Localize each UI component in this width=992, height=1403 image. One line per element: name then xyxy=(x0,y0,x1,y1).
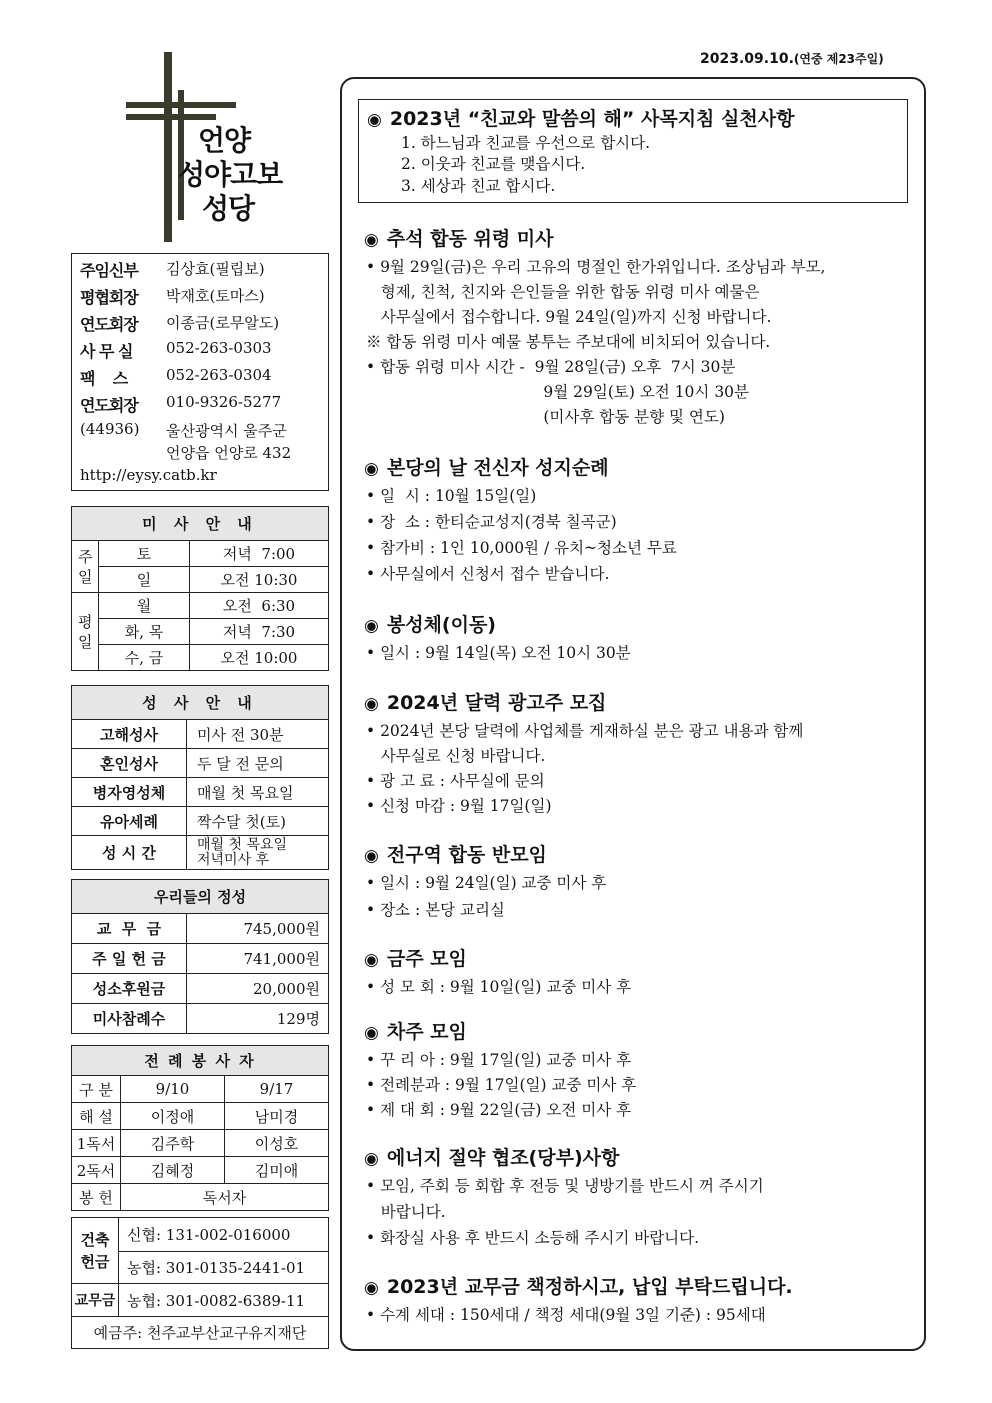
offering-key: 미사참례수 xyxy=(72,1004,187,1034)
section-line: • 신청 마감 : 9월 17일(일) xyxy=(366,797,552,815)
guideline-item: 2. 이웃과 친교를 맺읍시다. xyxy=(401,155,586,173)
section-line: • 제 대 회 : 9월 22일(금) 오전 미사 후 xyxy=(366,1101,632,1119)
sacrament-key: 병자영성체 xyxy=(72,778,187,807)
section-title-text: 2023년 교무금 책정하시고, 납입 부탁드립니다. xyxy=(386,1276,793,1298)
mass-time: 저녁 7:00 xyxy=(190,541,329,567)
section-line: (미사후 합동 분향 및 연도) xyxy=(366,408,725,426)
section-title-text: 금주 모임 xyxy=(386,948,467,970)
section-line: • 9월 29일(금)은 우리 고유의 명절인 한가위입니다. 조상님과 부모, xyxy=(366,258,826,276)
parish-logo-text xyxy=(178,124,282,226)
servers-name: 이성호 xyxy=(225,1130,329,1157)
servers-head: 구 분 xyxy=(72,1076,121,1103)
holy-hour-line-1: 매월 첫 목요일 xyxy=(197,836,288,853)
offering-value: 741,000원 xyxy=(187,944,329,974)
offering-value: 129명 xyxy=(187,1004,329,1034)
section-title xyxy=(364,840,547,867)
info-value: 052-263-0304 xyxy=(166,366,272,384)
address-line-1: 울산광역시 울주군 xyxy=(166,422,287,440)
bullet-icon: ◉ xyxy=(364,950,379,970)
info-row xyxy=(80,393,281,416)
info-value: 박재호(토마스) xyxy=(166,287,265,305)
sacrament-table xyxy=(71,685,329,870)
bullet-icon: ◉ xyxy=(367,110,382,130)
servers-name: 김혜정 xyxy=(121,1157,225,1184)
section-title-text: 2024년 달력 광고주 모집 xyxy=(386,692,607,714)
mass-day: 월 xyxy=(99,593,190,619)
bank-account: 신협: 131-002-016000 xyxy=(119,1218,329,1252)
section-line: • 장소 : 본당 교리실 xyxy=(366,901,505,919)
section-line: • 성 모 회 : 9월 10일(일) 교중 미사 후 xyxy=(366,978,632,996)
bullet-icon: ◉ xyxy=(364,1278,379,1298)
section-title-text: 추석 합동 위령 미사 xyxy=(386,228,554,250)
section-title xyxy=(364,1143,619,1170)
section-title-text: 에너지 절약 협조(당부)사항 xyxy=(386,1147,620,1169)
section-title xyxy=(364,224,554,251)
info-value: 010-9326-5277 xyxy=(166,393,282,411)
section-line: • 광 고 료 : 사무실에 문의 xyxy=(366,772,545,790)
mass-day: 토 xyxy=(99,541,190,567)
section-line: 사무실로 신청 바랍니다. xyxy=(366,747,546,765)
section-line: • 일시 : 9월 24일(일) 교중 미사 후 xyxy=(366,874,607,892)
section-line: • 모임, 주회 등 회합 후 전등 및 냉방기를 반드시 꺼 주시기 xyxy=(366,1177,764,1195)
section-title xyxy=(364,1017,467,1044)
info-value: 김상효(필립보) xyxy=(166,260,265,278)
section-title xyxy=(364,1272,793,1299)
mass-day: 일 xyxy=(99,567,190,593)
bulletin-date xyxy=(700,50,920,67)
offering-value: 20,000원 xyxy=(187,974,329,1004)
sacrament-value: 매월 첫 목요일 xyxy=(187,778,329,807)
bank-account: 농협: 301-0082-6389-11 xyxy=(119,1284,329,1317)
info-key: 주임신부 xyxy=(80,261,138,280)
date-main: 2023.09.10. xyxy=(700,51,794,67)
section-line: ※ 합동 위령 미사 예물 봉투는 주보대에 비치되어 있습니다. xyxy=(366,333,771,351)
section-line: 9월 29일(토) 오전 10시 30분 xyxy=(366,383,750,401)
servers-head: 9/17 xyxy=(225,1076,329,1103)
info-key: 연도회장 xyxy=(80,315,138,334)
holy-hour-line-2: 저녁미사 후 xyxy=(197,851,270,868)
servers-name: 남미경 xyxy=(225,1103,329,1130)
guideline-title xyxy=(367,104,794,131)
mass-day: 수, 금 xyxy=(99,645,190,671)
info-row xyxy=(80,285,265,308)
servers-role: 봉 헌 xyxy=(72,1184,121,1211)
info-key: 평협회장 xyxy=(80,288,138,307)
mass-schedule-table xyxy=(71,506,329,671)
sacrament-value: 미사 전 30분 xyxy=(187,720,329,749)
bank-account: 농협: 301-0135-2441-01 xyxy=(119,1252,329,1284)
section-line: • 참가비 : 1인 10,000원 / 유치~청소년 무료 xyxy=(366,539,677,557)
guideline-item: 3. 세상과 친교 합시다. xyxy=(401,177,556,195)
sacrament-key: 성 시 간 xyxy=(72,836,187,870)
section-title-text: 전구역 합동 반모임 xyxy=(386,844,547,866)
servers-role: 2독서 xyxy=(72,1157,121,1184)
mass-time: 오전 10:00 xyxy=(190,645,329,671)
offering-key: 주 일 헌 금 xyxy=(72,944,187,974)
sacrament-key: 혼인성사 xyxy=(72,749,187,778)
duty-label: 교무금 xyxy=(72,1284,119,1317)
bullet-icon: ◉ xyxy=(364,694,379,714)
section-line: • 장 소 : 한티순교성지(경북 칠곡군) xyxy=(366,513,617,531)
guideline-title-text: 2023년 “친교와 말씀의 해” 사목지침 실천사항 xyxy=(389,108,795,130)
section-line: • 일시 : 9월 14일(목) 오전 10시 30분 xyxy=(366,644,631,662)
section-line: • 전례분과 : 9월 17일(일) 교중 미사 후 xyxy=(366,1076,637,1094)
guideline-item: 1. 하느님과 친교를 우선으로 합시다. xyxy=(401,134,651,152)
homepage-link[interactable]: http://eysy.catb.kr xyxy=(80,466,217,484)
sacrament-value: 두 달 전 문의 xyxy=(187,749,329,778)
bullet-icon: ◉ xyxy=(364,846,379,866)
parish-info-box xyxy=(71,253,329,491)
info-key: 연도회장 xyxy=(80,396,138,415)
logo-line-3: 성당 xyxy=(202,192,255,225)
section-line: • 일 시 : 10월 15일(일) xyxy=(366,487,537,505)
mass-time: 오전 6:30 xyxy=(190,593,329,619)
section-line: • 2024년 본당 달력에 사업체를 게재하실 분은 광고 내용과 함께 xyxy=(366,722,804,740)
liturgy-servers-table xyxy=(71,1045,329,1211)
section-title-text: 본당의 날 전신자 성지순례 xyxy=(386,457,609,479)
section-title xyxy=(364,453,609,480)
offering-key: 교 무 금 xyxy=(72,914,187,944)
info-key: 팩 스 xyxy=(80,369,128,388)
servers-title: 전 례 봉 사 자 xyxy=(72,1046,329,1076)
info-key: 사 무 실 xyxy=(80,342,133,361)
servers-role: 1독서 xyxy=(72,1130,121,1157)
sacrament-title: 성 사 안 내 xyxy=(72,686,329,720)
offering-key: 성소후원금 xyxy=(72,974,187,1004)
info-value: 이종금(로무알도) xyxy=(166,314,280,332)
section-title xyxy=(364,688,606,715)
info-row xyxy=(80,366,272,389)
account-holder: 예금주: 천주교부산교구유지재단 xyxy=(72,1317,329,1349)
sunday-label xyxy=(72,541,99,593)
section-title xyxy=(364,610,496,637)
bank-account-table xyxy=(71,1217,329,1349)
building-fund-text: 건축헌금 xyxy=(80,1230,110,1271)
sacrament-value: 짝수달 첫(토) xyxy=(187,807,329,836)
servers-head: 9/10 xyxy=(121,1076,225,1103)
mass-time: 저녁 7:30 xyxy=(190,619,329,645)
sacrament-key: 고해성사 xyxy=(72,720,187,749)
logo-line-2: 성야고보 xyxy=(178,158,283,191)
zip-code: (44936) xyxy=(80,420,140,438)
sunday-text: 주일 xyxy=(78,547,93,586)
servers-role: 해 설 xyxy=(72,1103,121,1130)
offering-table xyxy=(71,879,329,1034)
info-row xyxy=(80,339,272,362)
bullet-icon: ◉ xyxy=(364,616,379,636)
section-title-text: 봉성체(이동) xyxy=(386,614,496,636)
bullet-icon: ◉ xyxy=(364,1023,379,1043)
offering-title: 우리들의 정성 xyxy=(72,880,329,914)
section-line: 형제, 친척, 친지와 은인들을 위한 합동 위령 미사 예물은 xyxy=(366,283,760,301)
mass-time: 오전 10:30 xyxy=(190,567,329,593)
section-line: • 꾸 리 아 : 9월 17일(일) 교중 미사 후 xyxy=(366,1051,632,1069)
sacrament-key: 유아세례 xyxy=(72,807,187,836)
servers-name: 독서자 xyxy=(121,1184,329,1211)
bullet-icon: ◉ xyxy=(364,459,379,479)
section-line: 사무실에서 접수합니다. 9월 24일(일)까지 신청 바랍니다. xyxy=(366,308,772,326)
servers-name: 김미애 xyxy=(225,1157,329,1184)
bullet-icon: ◉ xyxy=(364,1149,379,1169)
pastoral-guideline-box xyxy=(358,99,908,203)
mass-title: 미 사 안 내 xyxy=(72,507,329,541)
bullet-icon: ◉ xyxy=(364,230,379,250)
address xyxy=(80,420,287,441)
info-value: 052-263-0303 xyxy=(166,339,272,357)
section-title-text: 차주 모임 xyxy=(386,1021,467,1043)
building-fund-label xyxy=(72,1218,119,1284)
info-row xyxy=(80,258,265,281)
date-sub: (연중 제23주일) xyxy=(793,52,884,66)
info-row xyxy=(80,312,279,335)
section-line: 바랍니다. xyxy=(366,1203,446,1221)
servers-name: 김주학 xyxy=(121,1130,225,1157)
weekday-text: 평일 xyxy=(78,612,93,651)
section-title xyxy=(364,944,467,971)
section-line: • 합동 위령 미사 시간 - 9월 28일(금) 오후 7시 30분 xyxy=(366,358,736,376)
logo-line-1: 언양 xyxy=(198,124,251,157)
section-line: • 수계 세대 : 150세대 / 책정 세대(9월 3일 기준) : 95세대 xyxy=(366,1306,766,1324)
section-line: • 화장실 사용 후 반드시 소등해 주시기 바랍니다. xyxy=(366,1229,700,1247)
mass-day: 화, 목 xyxy=(99,619,190,645)
offering-value: 745,000원 xyxy=(187,914,329,944)
servers-name: 이정애 xyxy=(121,1103,225,1130)
address-line-2: 언양읍 언양로 432 xyxy=(166,444,292,462)
sacrament-value xyxy=(187,836,329,870)
weekday-label xyxy=(72,593,99,671)
section-line: • 사무실에서 신청서 접수 받습니다. xyxy=(366,565,610,583)
